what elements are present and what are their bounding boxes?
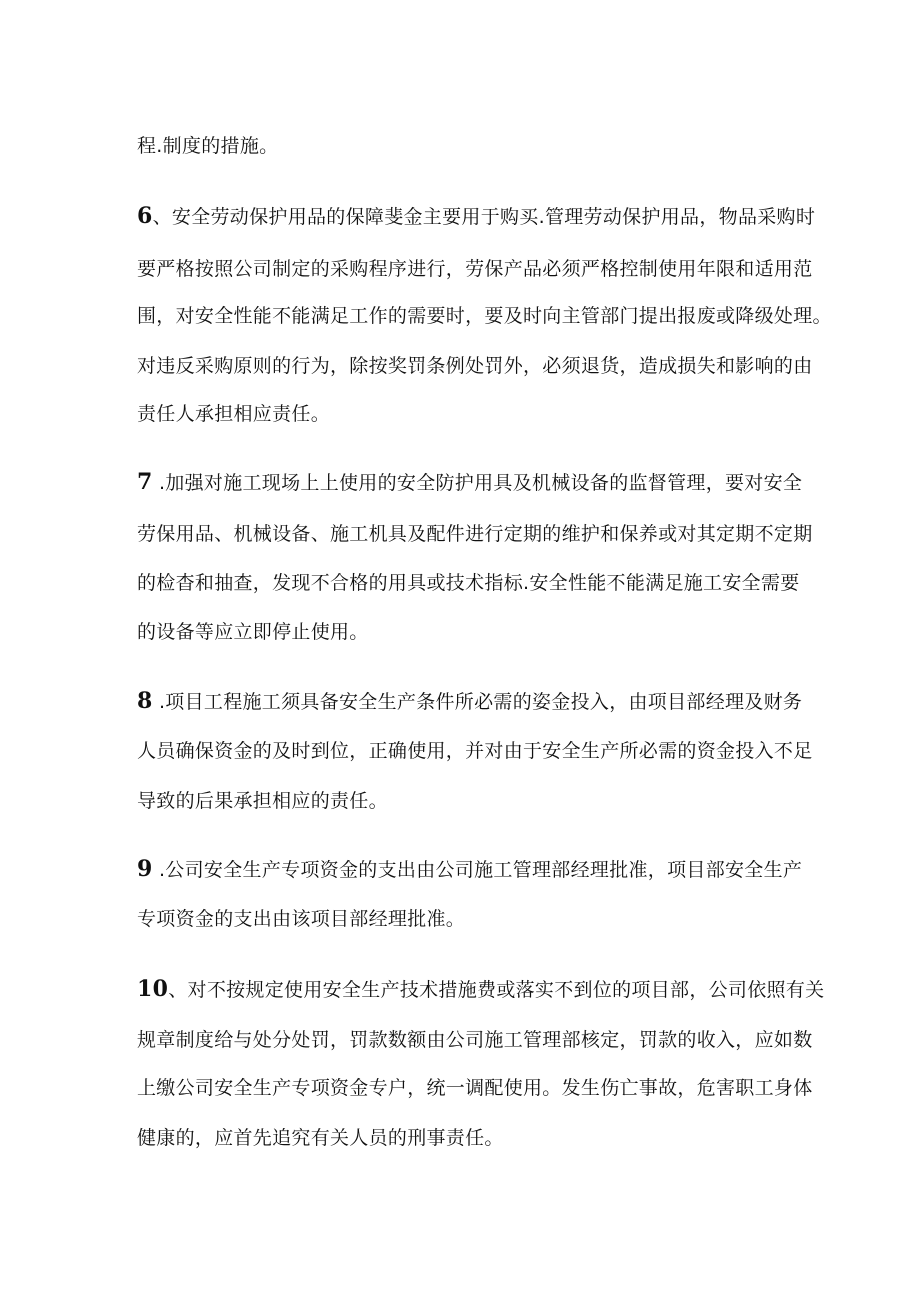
item-7-line-2: 劳保用品、机械设备、施工机具及配件进行定期的维护和保养或对其定期不定期 [137,523,813,545]
item-7-text-1: .加强对施工现场上上使用的安全防护用具及机械设备的监督管理，要对安全 [152,472,803,494]
item-9-text-1: .公司安全生产专项资金的支出由公司施工管理部经理批准，项目部安全生产 [152,859,803,881]
paragraph-5-line-1: 程.制度的措施。 [137,135,279,157]
item-6-line-1 [137,204,815,229]
item-8-number: 8 [137,688,153,714]
item-6-line-4: 对违反采购原则的行为，除按奖罚条例处罚外，必须退货，造成损失和影响的由 [137,355,813,377]
item-7-number: 7 [137,469,153,495]
item-6-line-2: 要严格按照公司制定的采购程序进行，劳保产品必须严格控制使用年限和适用范 [137,258,813,280]
item-10-line-1 [137,977,824,1002]
item-10-line-3: 上缴公司安全生产专项资金专户，统一调配使用。发生伤亡事故，危害职工身体 [137,1077,813,1099]
item-9-line-1 [137,857,802,882]
item-10-text-1: 、对不按规定使用安全生产技术措施费或落实不到位的项目部，公司依照有关 [168,979,825,1001]
item-8-line-1 [137,689,802,714]
item-6-line-5: 责任人承担相应责任。 [137,403,331,425]
item-8-text-1: .项目工程施工须具备安全生产条件所必需的姿金投入，由项目部经理及财务 [152,691,803,713]
item-9-number: 9 [137,856,153,882]
item-9-line-2: 专项资金的支出由该项目部经理批准。 [137,908,466,930]
item-7-line-1 [137,470,802,495]
item-7-line-4: 的设备等应立即停止使用。 [137,621,369,643]
item-7-line-3: 的检杳和抽查，发现不合格的用具或技术指标.安全性能不能满足施工安全需要 [137,572,800,594]
item-6-line-3: 围，对安全性能不能满足工作的需要时，要及时向主管部门提出报废或降级处理。 [137,305,832,327]
item-8-line-2: 人员确保资金的及时到位，正确使用，并对由于安全生产所必需的资金投入不足 [137,740,813,762]
item-6-number: 6 [137,203,153,229]
item-8-line-3: 导致的后果承担相应的责任。 [137,790,388,812]
item-10-line-2: 规章制度给与处分处罚，罚款数额由公司施工管理部核定，罚款的收入，应如数 [137,1029,813,1051]
item-10-line-4: 健康的，应首先追究有关人员的刑事责任。 [137,1127,504,1149]
item-6-text-1: 、安全劳动保护用品的保障斐金主要用于购买.管理劳动保护用品，物品采购时 [152,206,816,228]
item-10-number: 10 [137,976,169,1002]
